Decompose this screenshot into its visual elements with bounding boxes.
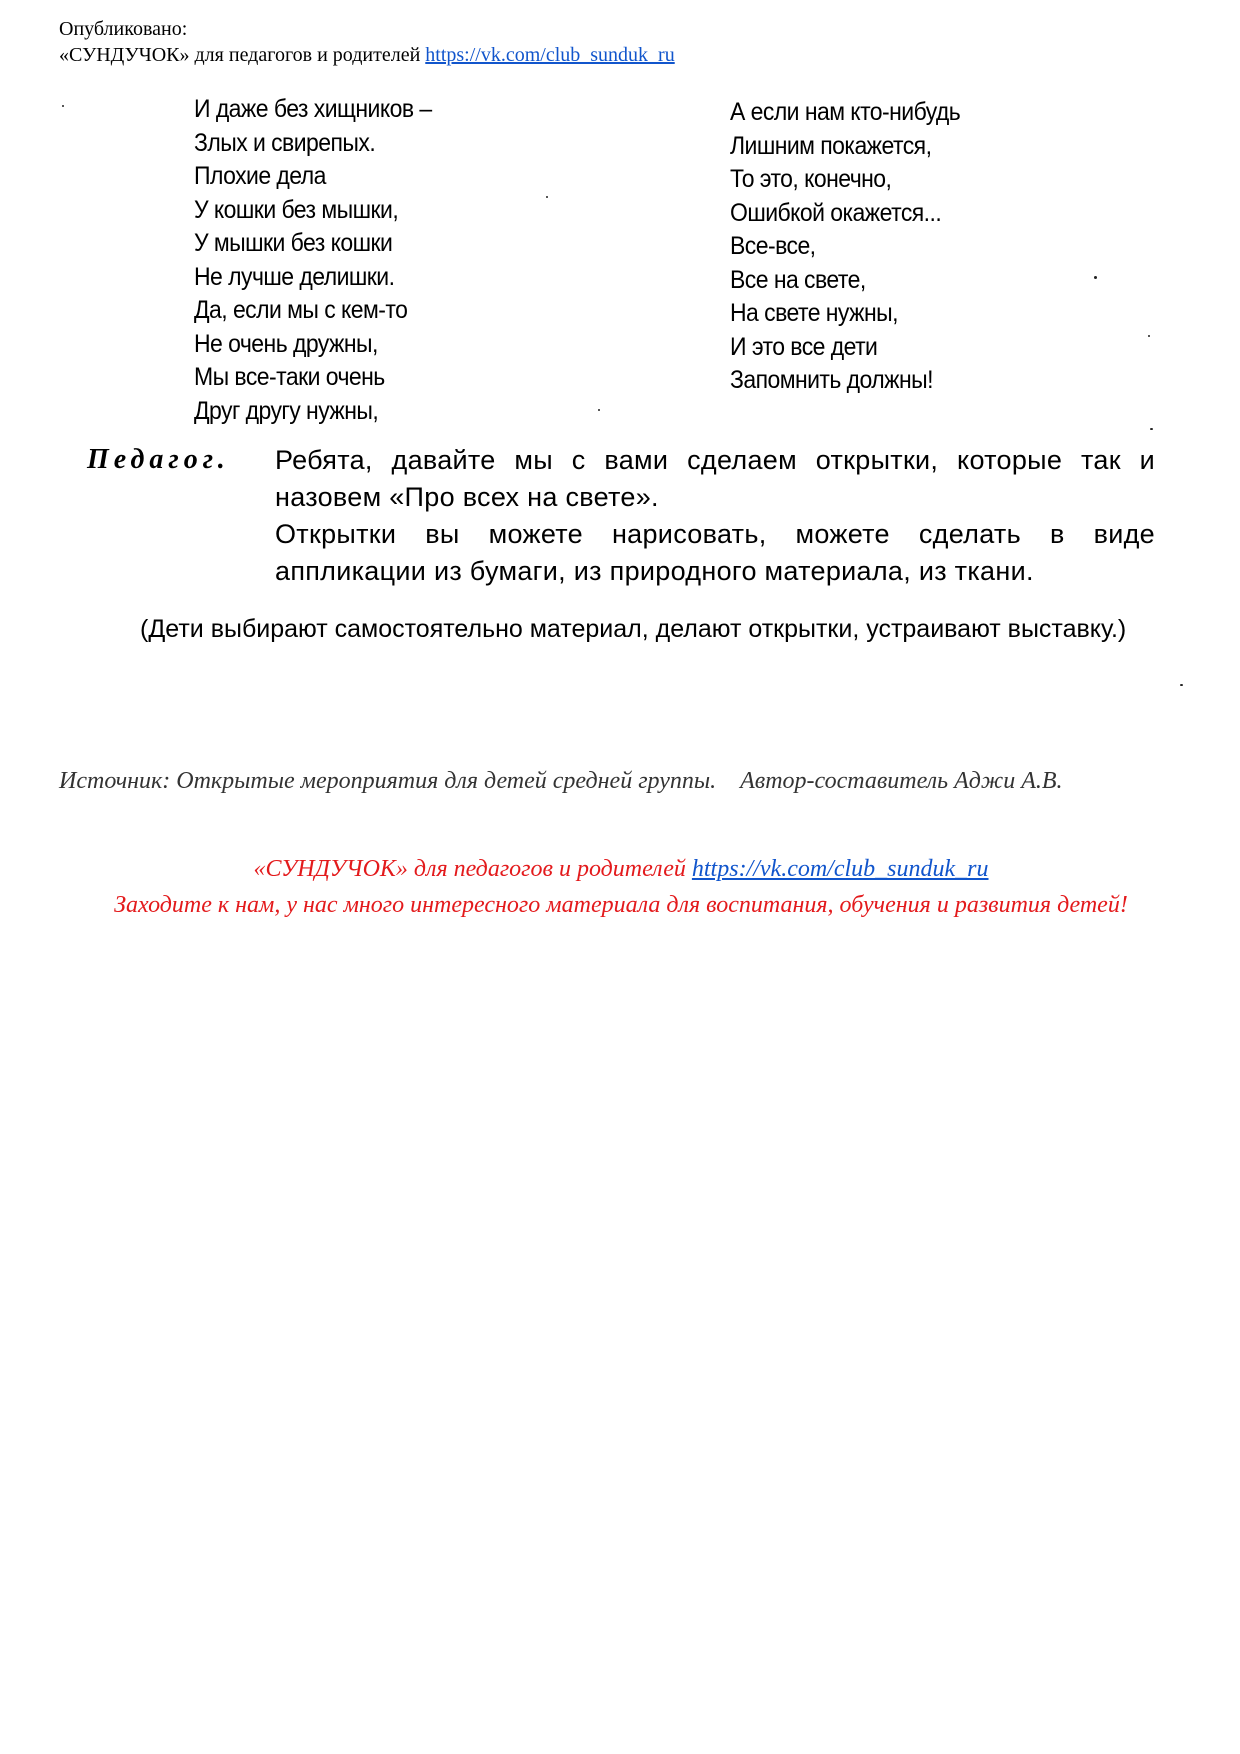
poem-line: Да, если мы с кем-то xyxy=(194,296,408,324)
poem-line: Лишним покажется, xyxy=(730,131,932,160)
page-footer xyxy=(59,851,1183,923)
scan-speck xyxy=(1180,684,1183,686)
header-vk-link[interactable]: https://vk.com/club_sunduk_ru xyxy=(425,44,675,66)
poem-line: Все на свете, xyxy=(730,265,866,294)
poem-line: И это все дети xyxy=(730,332,878,361)
scan-speck xyxy=(62,105,64,107)
poem-line: Друг другу нужны, xyxy=(194,396,379,425)
poem-line: У мышки без кошки xyxy=(194,229,393,257)
stage-note: (Дети выбирают самостоятельно материал, делают открытки, устраивают выставку.) xyxy=(140,615,1127,643)
teacher-label: Педагог. xyxy=(87,444,230,475)
poem-line: Не лучше делишки. xyxy=(194,262,395,291)
page-header xyxy=(59,16,675,68)
source-author: Автор-составитель Аджи А.В. xyxy=(740,768,1063,794)
poem-line: То это, конечно, xyxy=(730,165,892,193)
poem-line: А если нам кто-нибудь xyxy=(730,98,961,126)
footer-invite: Заходите к нам, у нас много интересного материала для воспитания, обучения и развития детей! xyxy=(114,892,1128,918)
teacher-paragraph-2: Открытки вы можете нарисовать, можете сделать в виде аппликации из бумаги, из природного материала, из ткани. xyxy=(275,519,1155,586)
poem-line: На свете нужны, xyxy=(730,299,898,327)
scan-speck xyxy=(1150,428,1153,430)
poem-line: Плохие дела xyxy=(194,162,326,190)
poem-left-column xyxy=(194,93,432,428)
teacher-speech xyxy=(275,442,1155,590)
poem-line: Все-все, xyxy=(730,232,816,260)
source-text: Источник: Открытые мероприятия для детей средней группы. xyxy=(59,768,717,794)
header-group-name: «СУНДУЧОК» для педагогов и родителей xyxy=(59,44,421,66)
scan-speck xyxy=(598,409,600,411)
scan-speck xyxy=(1148,335,1150,337)
poem-line: Злых и свирепых. xyxy=(194,128,376,157)
header-group-line xyxy=(59,42,675,68)
footer-vk-link[interactable]: https://vk.com/club_sunduk_ru xyxy=(691,856,989,882)
poem-line: Ошибкой окажется... xyxy=(730,198,942,227)
published-label: Опубликовано: xyxy=(59,18,188,40)
source-block xyxy=(59,764,1159,799)
footer-group-name: «СУНДУЧОК» для педагогов и родителей xyxy=(253,856,686,882)
footer-group-line xyxy=(59,851,1183,887)
poem-line: Запомнить должны! xyxy=(730,366,933,394)
poem-line: Мы все-таки очень xyxy=(194,363,385,391)
teacher-paragraph-1: Ребята, давайте мы с вами сделаем открытки, которые так и назовем «Про всех на свете». xyxy=(275,445,1155,512)
scan-speck xyxy=(546,196,548,198)
poem-line: У кошки без мышки, xyxy=(194,195,399,224)
poem-right-column xyxy=(730,96,960,398)
scan-speck xyxy=(1094,276,1097,279)
poem-line: И даже без хищников – xyxy=(194,95,432,123)
poem-line: Не очень дружны, xyxy=(194,329,378,358)
